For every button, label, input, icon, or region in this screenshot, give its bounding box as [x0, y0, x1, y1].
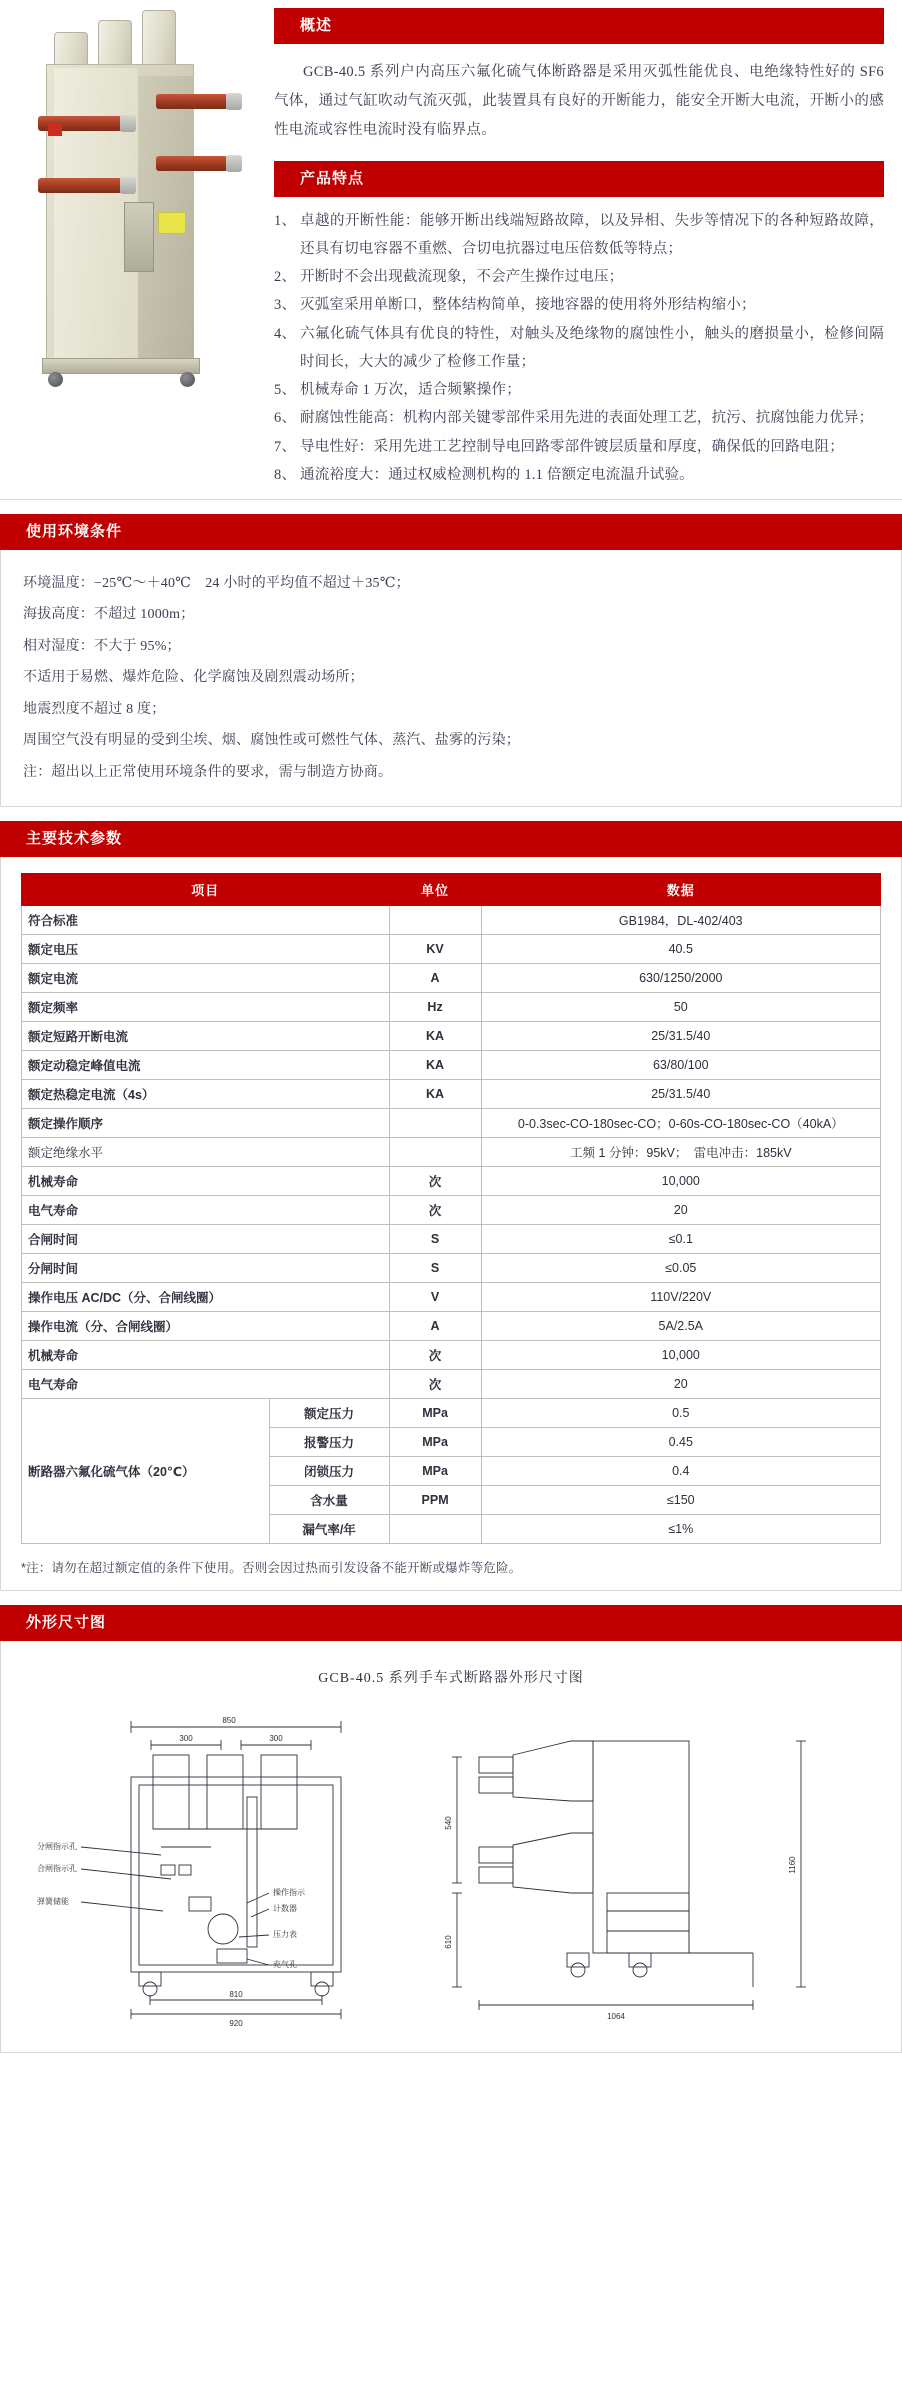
col-header-item: 项目 [22, 874, 390, 906]
feature-text: 导电性好：采用先进工艺控制导电回路零部件镀层质量和厚度，确保低的回路电阻； [300, 438, 844, 455]
environment-body [0, 550, 902, 808]
cell-unit [389, 1109, 481, 1138]
dimensions-section [0, 1605, 902, 2053]
cell-data: 110V/220V [481, 1283, 880, 1312]
cell-subitem: 闭锁压力 [269, 1457, 389, 1486]
feature-text: 六氟化硫气体具有优良的特性，对触头及绝缘物的腐蚀性小，触头的磨损量小，检修间隔时间长，大大的减少了检修工作量； [300, 325, 884, 370]
feature-text: 机械寿命 1 万次，适合频繁操作； [300, 382, 521, 399]
feature-text: 开断时不会出现截流现象，不会产生操作过电压； [300, 269, 624, 286]
terminal-cap-4 [226, 155, 242, 172]
cell-item: 额定频率 [22, 993, 390, 1022]
specs-table [21, 873, 881, 1544]
dim-label-bottom-2: 920 [229, 2018, 243, 2027]
section-header-overview: 概述 [274, 8, 884, 44]
specs-section [0, 821, 902, 1591]
dim-label-1064: 1064 [607, 2011, 625, 2021]
cell-subitem: 额定压力 [269, 1399, 389, 1428]
operating-mechanism-panel [124, 202, 154, 272]
cell-unit: A [389, 1312, 481, 1341]
cell-item: 电气寿命 [22, 1370, 390, 1399]
specs-table-wrapper [0, 857, 902, 1591]
cell-subitem: 漏气率/年 [269, 1515, 389, 1544]
table-row [22, 964, 881, 993]
cell-unit [389, 906, 481, 935]
cell-group-label: 断路器六氟化硫气体（20℃） [22, 1399, 270, 1544]
environment-line: 海拔高度：不超过 1000m； [23, 607, 195, 623]
cell-item: 电气寿命 [22, 1196, 390, 1225]
cell-subitem: 报警压力 [269, 1428, 389, 1457]
table-row [22, 1022, 881, 1051]
table-row [22, 1051, 881, 1080]
cell-item: 额定短路开断电流 [22, 1022, 390, 1051]
cell-unit: 次 [389, 1167, 481, 1196]
dim-label-bottom-1: 810 [229, 1989, 243, 1999]
callout-gas-fill-port: 充气孔 [273, 1959, 297, 1969]
table-row-group [22, 1399, 881, 1428]
cell-data: 50 [481, 993, 880, 1022]
environment-line: 注：超出以上正常使用环境条件的要求，需与制造方协商。 [23, 764, 393, 780]
table-row [22, 1254, 881, 1283]
callout-pressure-gauge: 压力表 [273, 1929, 297, 1939]
cell-data: 0.4 [481, 1457, 880, 1486]
trolley-wheel-right [180, 372, 195, 387]
cell-unit [389, 1138, 481, 1167]
cell-data: GB1984，DL-402/403 [481, 906, 880, 935]
feature-item [274, 404, 884, 432]
product-photo [8, 6, 266, 461]
col-header-unit: 单位 [389, 874, 481, 906]
cell-data: 20 [481, 1196, 880, 1225]
cell-data: 25/31.5/40 [481, 1022, 880, 1051]
cell-data: 0-0.3sec-CO-180sec-CO；0-60s-CO-180sec-CO（40kA） [481, 1109, 880, 1138]
feature-item [274, 291, 884, 319]
overview-and-features-block [0, 0, 902, 500]
section-header-specs: 主要技术参数 [0, 821, 902, 857]
cell-unit: KA [389, 1051, 481, 1080]
red-rating-label [48, 124, 62, 136]
environment-line: 周围空气没有明显的受到尘埃、烟、腐蚀性或可燃性气体、蒸汽、盐雾的污染； [23, 733, 520, 749]
cell-item: 额定操作顺序 [22, 1109, 390, 1138]
terminal-cap-1 [120, 115, 136, 132]
dim-label-sub-1: 300 [179, 1733, 193, 1743]
text-column [268, 0, 902, 489]
table-row [22, 906, 881, 935]
feature-item [274, 207, 884, 264]
cell-item: 额定电压 [22, 935, 390, 964]
product-photo-column [0, 0, 268, 489]
cell-data: 0.5 [481, 1399, 880, 1428]
section-header-environment: 使用环境条件 [0, 514, 902, 550]
callout-he-zha: 合闸指示孔 [37, 1863, 77, 1873]
feature-text: 耐腐蚀性能高：机构内部关键零部件采用先进的表面处理工艺，抗污、抗腐蚀能力优异； [300, 410, 874, 427]
feature-item [274, 263, 884, 291]
dim-label-sub-2: 300 [269, 1733, 283, 1743]
cell-unit [389, 1515, 481, 1544]
trolley-wheel-left [48, 372, 63, 387]
cell-unit: 次 [389, 1196, 481, 1225]
cell-data: 0.45 [481, 1428, 880, 1457]
cell-data: 10,000 [481, 1341, 880, 1370]
feature-number: 2、 [274, 269, 297, 286]
cell-item: 操作电压 AC/DC（分、合闸线圈） [22, 1283, 390, 1312]
table-row [22, 1109, 881, 1138]
dim-label-1160: 1160 [788, 1856, 797, 1874]
cell-item: 额定绝缘水平 [22, 1138, 390, 1167]
cell-unit: KA [389, 1080, 481, 1109]
cell-unit: KA [389, 1022, 481, 1051]
section-header-dimensions: 外形尺寸图 [0, 1605, 902, 1641]
feature-item [274, 433, 884, 461]
terminal-cap-2 [120, 177, 136, 194]
feature-item [274, 376, 884, 404]
cell-data: 25/31.5/40 [481, 1080, 880, 1109]
trolley-base [42, 358, 200, 374]
cell-item: 额定热稳定电流（4s） [22, 1080, 390, 1109]
features-list [274, 207, 884, 490]
drawing-title: GCB-40.5 系列手车式断路器外形尺寸图 [318, 1670, 584, 1686]
cell-item: 分闸时间 [22, 1254, 390, 1283]
col-header-data: 数据 [481, 874, 880, 906]
cell-unit: A [389, 964, 481, 993]
callout-spring: 弹簧储能 [37, 1896, 69, 1906]
feature-number: 6、 [274, 410, 297, 427]
cell-data: 5A/2.5A [481, 1312, 880, 1341]
dim-label-540: 540 [444, 1816, 453, 1830]
bushing-rear-upper [156, 94, 228, 109]
cell-data: 630/1250/2000 [481, 964, 880, 993]
cell-unit: MPa [389, 1457, 481, 1486]
feature-text: 灭弧室采用单断口，整体结构简单，接地容器的使用将外形结构缩小； [300, 297, 756, 314]
specs-note: *注：请勿在超过额定值的条件下使用。否则会因过热而引发设备不能开断或爆炸等危险。 [21, 1561, 522, 1576]
cell-data: ≤0.1 [481, 1225, 880, 1254]
bushing-rear-lower [156, 156, 228, 171]
dim-label-610: 610 [444, 1935, 453, 1949]
environment-line: 不适用于易燃、爆炸危险、化学腐蚀及剧烈震动场所； [23, 670, 364, 686]
dimension-drawing [11, 1697, 891, 2027]
overview-paragraph: GCB-40.5 系列户内高压六氟化硫气体断路器是采用灭弧性能优良、电绝缘特性好的 SF6 气体，通过气缸吹动气流灭弧，此装置具有良好的开断能力，能安全开断大电流，开断小的感性电流或容性电流时没有临界点。 [274, 63, 884, 138]
table-header-row [22, 874, 881, 906]
cell-data: ≤1% [481, 1515, 880, 1544]
cell-data: 40.5 [481, 935, 880, 964]
cell-data: 20 [481, 1370, 880, 1399]
cell-unit: S [389, 1254, 481, 1283]
cell-data: ≤0.05 [481, 1254, 880, 1283]
table-row [22, 1341, 881, 1370]
cell-item: 操作电流（分、合闸线圈） [22, 1312, 390, 1341]
feature-number: 5、 [274, 382, 297, 399]
callout-operation-indicator: 操作指示 [273, 1887, 305, 1897]
table-row [22, 1167, 881, 1196]
environment-line: 相对湿度：不大于 95%； [23, 638, 181, 654]
cell-unit: 次 [389, 1370, 481, 1399]
cell-item: 额定电流 [22, 964, 390, 993]
cell-item: 额定动稳定峰值电流 [22, 1051, 390, 1080]
callout-fen-zha: 分闸指示孔 [37, 1841, 77, 1851]
table-row [22, 1312, 881, 1341]
feature-text: 通流裕度大：通过权威检测机构的 1.1 倍额定电流温升试验。 [300, 466, 694, 483]
feature-item [274, 320, 884, 377]
cell-unit: PPM [389, 1486, 481, 1515]
dim-label-top: 850 [222, 1715, 236, 1725]
cell-item: 符合标准 [22, 906, 390, 935]
specs-table-body [22, 906, 881, 1544]
yellow-warning-label [158, 212, 186, 234]
bushing-front-lower [38, 178, 122, 193]
table-row [22, 1196, 881, 1225]
table-row [22, 1138, 881, 1167]
feature-text: 卓越的开断性能：能够开断出线端短路故障，以及异相、失步等情况下的各种短路故障，还具有切电容器不重燃、合切电抗器过电压倍数低等特点； [300, 212, 884, 257]
cell-unit: MPa [389, 1428, 481, 1457]
cell-unit: Hz [389, 993, 481, 1022]
cell-unit: 次 [389, 1341, 481, 1370]
cell-unit: S [389, 1225, 481, 1254]
cell-item: 机械寿命 [22, 1167, 390, 1196]
feature-number: 4、 [274, 325, 297, 342]
cell-unit: V [389, 1283, 481, 1312]
callout-counter: 计数器 [273, 1903, 297, 1913]
cell-item: 机械寿命 [22, 1341, 390, 1370]
cell-data: 工频 1 分钟：95kV； 雷电冲击：185kV [481, 1138, 880, 1167]
environment-line: 环境温度：−25℃～＋40℃ 24 小时的平均值不超过＋35℃； [23, 575, 410, 591]
table-row [22, 1080, 881, 1109]
cell-data: ≤150 [481, 1486, 880, 1515]
terminal-cap-3 [226, 93, 242, 110]
table-row [22, 1225, 881, 1254]
dimensions-body [0, 1641, 902, 2053]
cell-subitem: 含水量 [269, 1486, 389, 1515]
environment-section [0, 514, 902, 807]
feature-item [274, 461, 884, 489]
table-row [22, 935, 881, 964]
table-row [22, 1283, 881, 1312]
cell-unit: MPa [389, 1399, 481, 1428]
table-row [22, 993, 881, 1022]
environment-line: 地震烈度不超过 8 度； [23, 701, 166, 717]
cell-data: 63/80/100 [481, 1051, 880, 1080]
feature-number: 1、 [274, 212, 297, 229]
table-row [22, 1370, 881, 1399]
feature-number: 3、 [274, 297, 297, 314]
cell-data: 10,000 [481, 1167, 880, 1196]
cell-unit: KV [389, 935, 481, 964]
feature-number: 7、 [274, 438, 297, 455]
cell-item: 合闸时间 [22, 1225, 390, 1254]
section-header-features: 产品特点 [274, 161, 884, 197]
feature-number: 8、 [274, 466, 297, 483]
